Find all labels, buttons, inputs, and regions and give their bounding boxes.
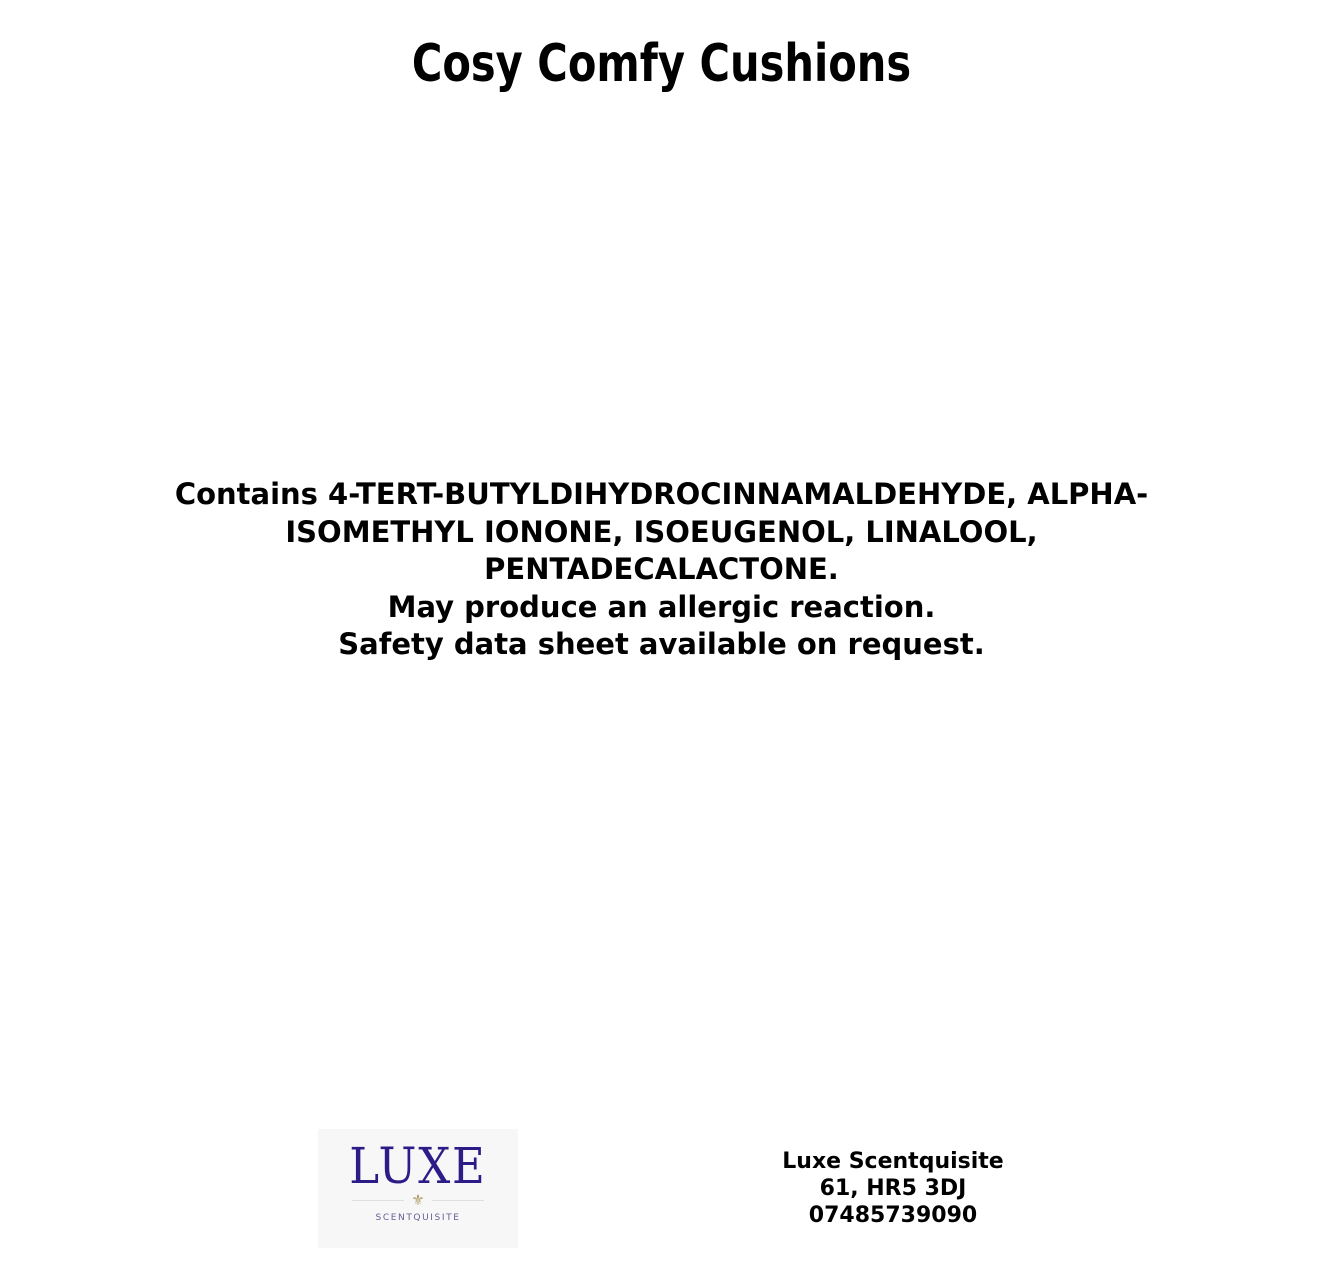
warning-line: ISOMETHYL IONONE, ISOEUGENOL, LINALOOL, — [285, 514, 1038, 549]
allergen-warning — [0, 476, 1323, 664]
contact-block — [740, 1148, 1046, 1229]
warning-line: PENTADECALACTONE. — [484, 552, 839, 586]
logo-divider — [318, 1192, 518, 1209]
brand-logo — [318, 1129, 518, 1248]
contact-phone: 07485739090 — [808, 1203, 978, 1228]
divider-line-right — [432, 1200, 484, 1201]
brand-wordmark: LUXE — [349, 1137, 487, 1195]
divider-line-left — [352, 1200, 404, 1201]
warning-line: Safety data sheet available on request. — [338, 627, 985, 661]
brand-subtitle: SCENTQUISITE — [375, 1213, 461, 1223]
contact-name: Luxe Scentquisite — [782, 1149, 1004, 1174]
product-title: Cosy Comfy Cushions — [411, 34, 912, 94]
warning-line: Contains 4-TERT-BUTYLDIHYDROCINNAMALDEHYDE, ALPHA- — [174, 477, 1149, 511]
contact-address: 61, HR5 3DJ — [819, 1176, 967, 1201]
warning-line: May produce an allergic reaction. — [387, 589, 936, 624]
fleur-de-lis-icon: ⚜ — [411, 1191, 425, 1209]
